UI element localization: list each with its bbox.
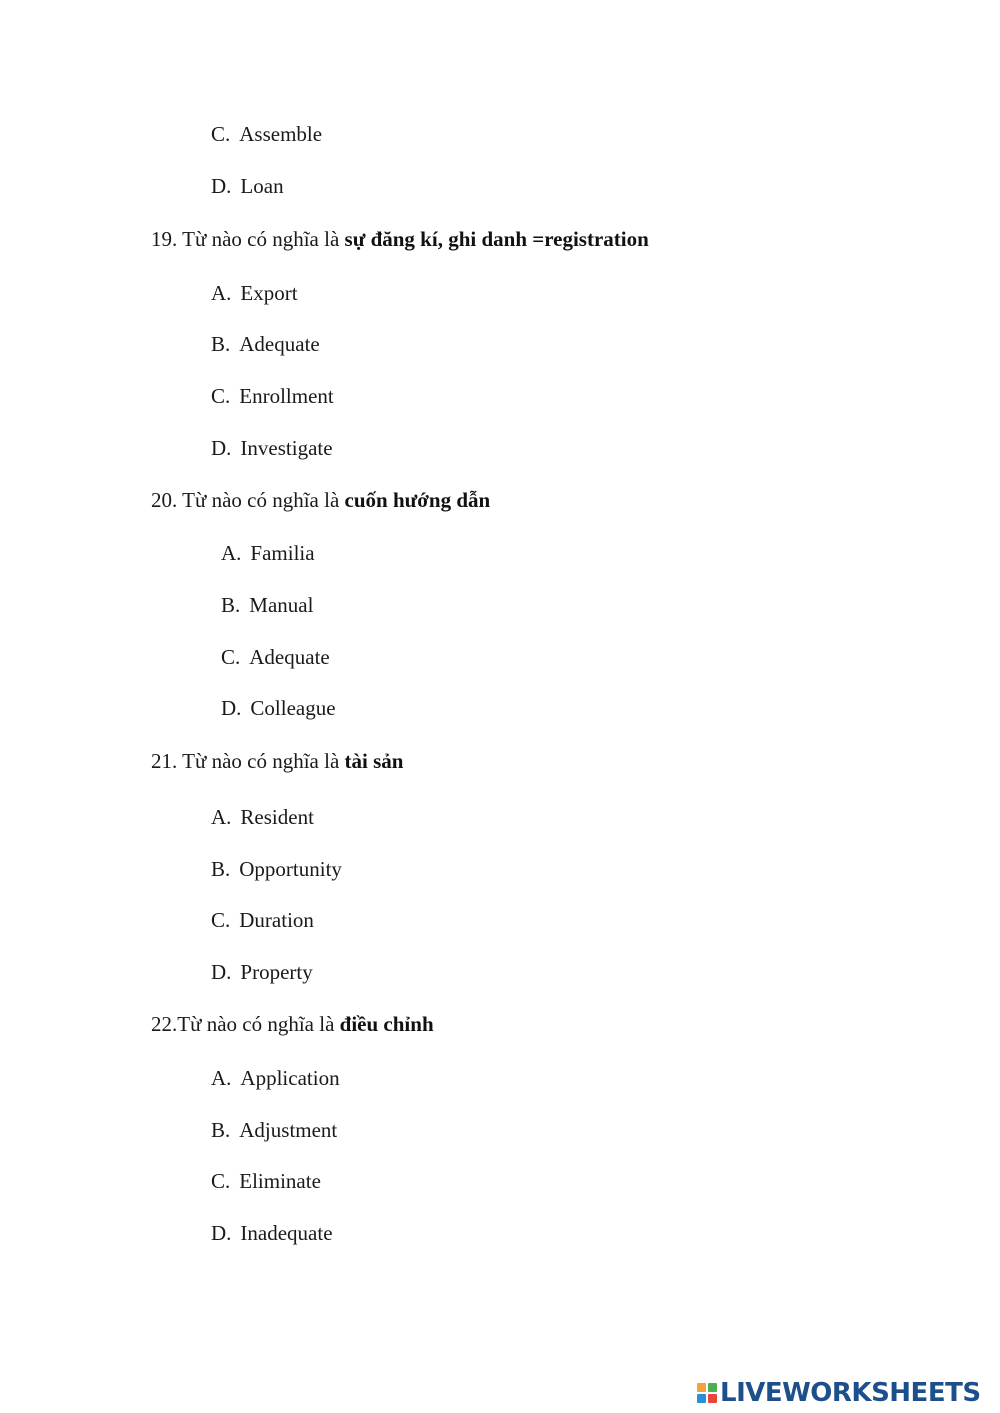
q21-option-b [211,856,342,882]
question-19 [151,226,649,252]
question-prompt: Từ nào có nghĩa là [182,227,345,251]
q19-option-c [211,383,334,409]
question-prompt: Từ nào có nghĩa là [182,488,345,512]
option-letter: A. [211,1066,232,1090]
option-letter: D. [211,960,232,984]
option-letter: D. [211,1221,232,1245]
option-text: Duration [239,908,314,932]
option-text: Manual [249,593,314,617]
mark-square-icon [708,1394,717,1403]
option-text: Adequate [239,332,320,356]
option-text: Application [240,1066,340,1090]
option-letter: C. [211,908,231,932]
q21-option-d [211,959,313,985]
question-keyword: sự đăng kí, ghi danh =registration [344,227,649,251]
q19-option-a [211,280,298,306]
option-letter: D. [211,436,232,460]
question-20 [151,487,490,513]
liveworksheets-mark-icon [697,1383,717,1403]
question-number: 19. [151,227,178,251]
question-keyword: cuốn hướng dẫn [344,488,491,512]
option-text: Adequate [249,645,330,669]
option-text: Assemble [239,122,323,146]
option-text: Eliminate [239,1169,321,1193]
question-number: 21. [151,749,178,773]
option-letter: B. [211,332,231,356]
option-text: Investigate [240,436,333,460]
mark-square-icon [697,1383,706,1392]
q20-option-d [221,695,336,721]
option-d-loan [211,173,284,199]
option-text: Familia [250,541,315,565]
q22-option-c [211,1168,321,1194]
question-number: 20. [151,488,178,512]
question-prompt: Từ nào có nghĩa là [177,1012,340,1036]
option-text: Export [240,281,298,305]
option-text: Enrollment [239,384,334,408]
q19-option-d [211,435,333,461]
option-letter: B. [221,593,241,617]
option-letter: D. [221,696,242,720]
option-letter: B. [211,1118,231,1142]
option-text: Opportunity [239,857,342,881]
option-text: Resident [240,805,314,829]
q21-option-c [211,907,314,933]
option-letter: C. [211,122,231,146]
option-letter: B. [211,857,231,881]
option-text: Adjustment [239,1118,338,1142]
question-22 [151,1011,434,1037]
question-keyword: tài sản [344,749,404,773]
option-letter: D. [211,174,232,198]
question-21 [151,748,403,774]
option-text: Colleague [250,696,336,720]
option-text: Property [240,960,313,984]
q22-option-d [211,1220,333,1246]
q19-option-b [211,331,320,357]
q22-option-a [211,1065,340,1091]
question-prompt: Từ nào có nghĩa là [182,749,345,773]
mark-square-icon [708,1383,717,1392]
q20-option-b [221,592,313,618]
q20-option-c [221,644,330,670]
question-number: 22. [151,1012,178,1036]
option-letter: A. [221,541,242,565]
option-letter: C. [211,1169,231,1193]
option-c-assemble [211,121,322,147]
liveworksheets-wordmark: LIVEWORKSHEETS [720,1378,981,1408]
q22-option-b [211,1117,337,1143]
option-text: Inadequate [240,1221,333,1245]
q20-option-a [221,540,315,566]
liveworksheets-logo[interactable] [697,1378,981,1408]
q21-option-a [211,804,314,830]
question-keyword: điều chỉnh [339,1012,434,1036]
option-letter: A. [211,805,232,829]
option-letter: C. [211,384,231,408]
option-text: Loan [240,174,284,198]
option-letter: A. [211,281,232,305]
option-letter: C. [221,645,241,669]
mark-square-icon [697,1394,706,1403]
